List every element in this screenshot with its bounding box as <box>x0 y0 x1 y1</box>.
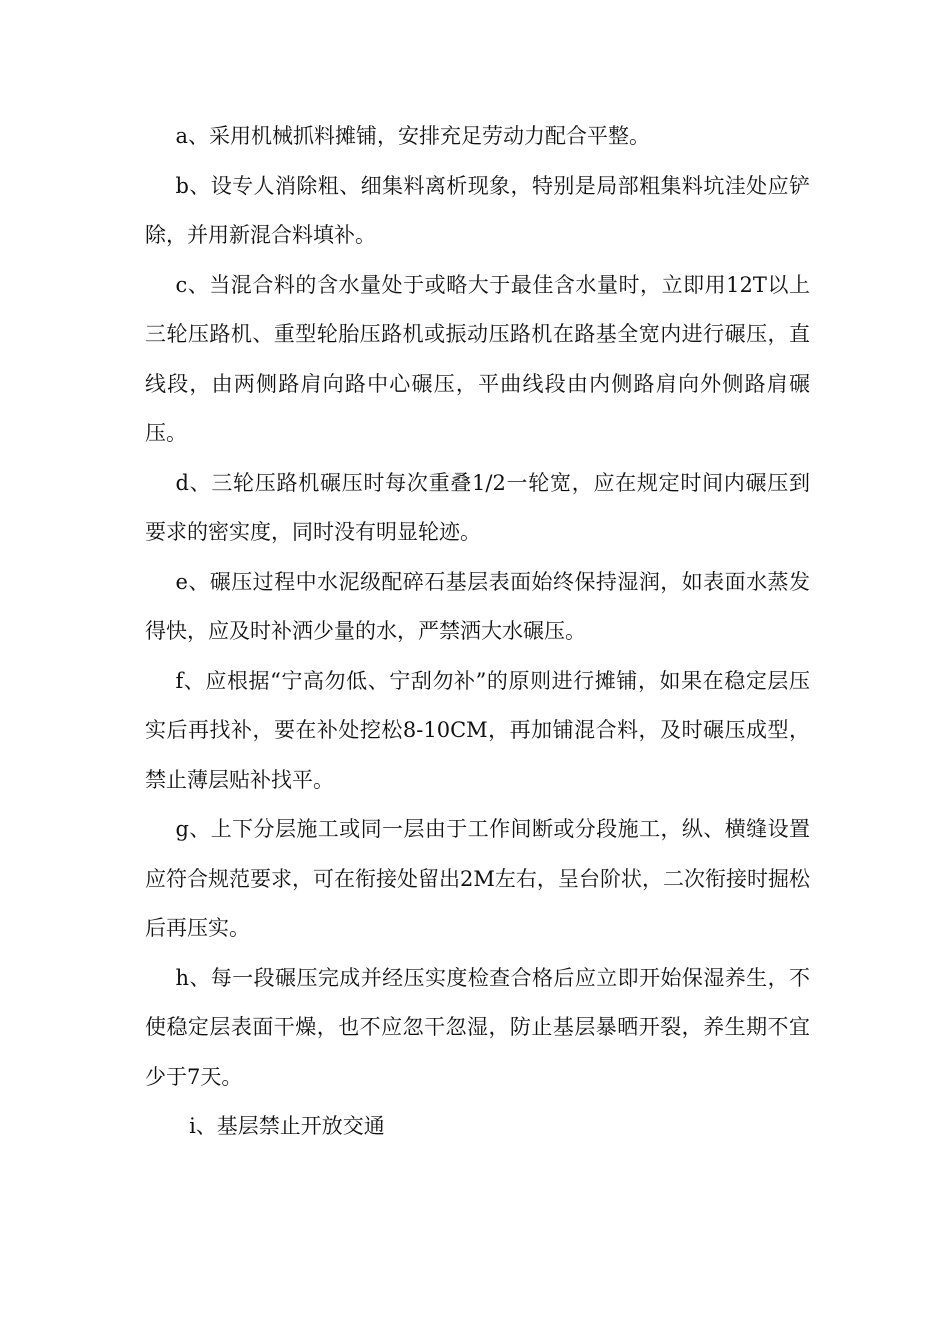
paragraph-f: f、应根据“宁高勿低、宁刮勿补”的原则进行摊铺，如果在稳定层压实后再找补，要在补处挖松8-10CM，再加铺混合料，及时碾压成型，禁止薄层贴补找平。 <box>145 668 810 792</box>
paragraph-g: g、上下分层施工或同一层由于工作间断或分段施工，纵、横缝设置应符合规范要求，可在衔接处留出2M左右，呈台阶状，二次衔接时掘松后再压实。 <box>145 817 810 940</box>
paragraph-i: i、基层禁止开放交通 <box>189 1114 385 1138</box>
paragraph-e: e、碾压过程中水泥级配碎石基层表面始终保持湿润，如表面水蒸发得快，应及时补洒少量的水，严禁洒大水碾压。 <box>145 569 810 643</box>
paragraph-b: b、设专人消除粗、细集料离析现象，特别是局部粗集料坑洼处应铲除，并用新混合料填补。 <box>145 173 810 247</box>
paragraph-h: h、每一段碾压完成并经压实度检查合格后应立即开始保湿养生，不使稳定层表面干燥，也不应忽干忽湿，防止基层暴晒开裂，养生期不宜少于7天。 <box>145 965 810 1089</box>
document-body <box>145 112 810 1152</box>
paragraph-a: a、采用机械抓料摊铺，安排充足劳动力配合平整。 <box>175 124 650 148</box>
paragraph-d: d、三轮压路机碾压时每次重叠1/2一轮宽，应在规定时间内碾压到要求的密实度，同时没有明显轮迹。 <box>145 470 810 544</box>
paragraph-c: c、当混合料的含水量处于或略大于最佳含水量时，立即用12T以上三轮压路机、重型轮胎压路机或振动压路机在路基全宽内进行碾压，直线段，由两侧路肩向路中心碾压，平曲线段由内侧路肩向外侧路肩碾压。 <box>145 272 810 445</box>
